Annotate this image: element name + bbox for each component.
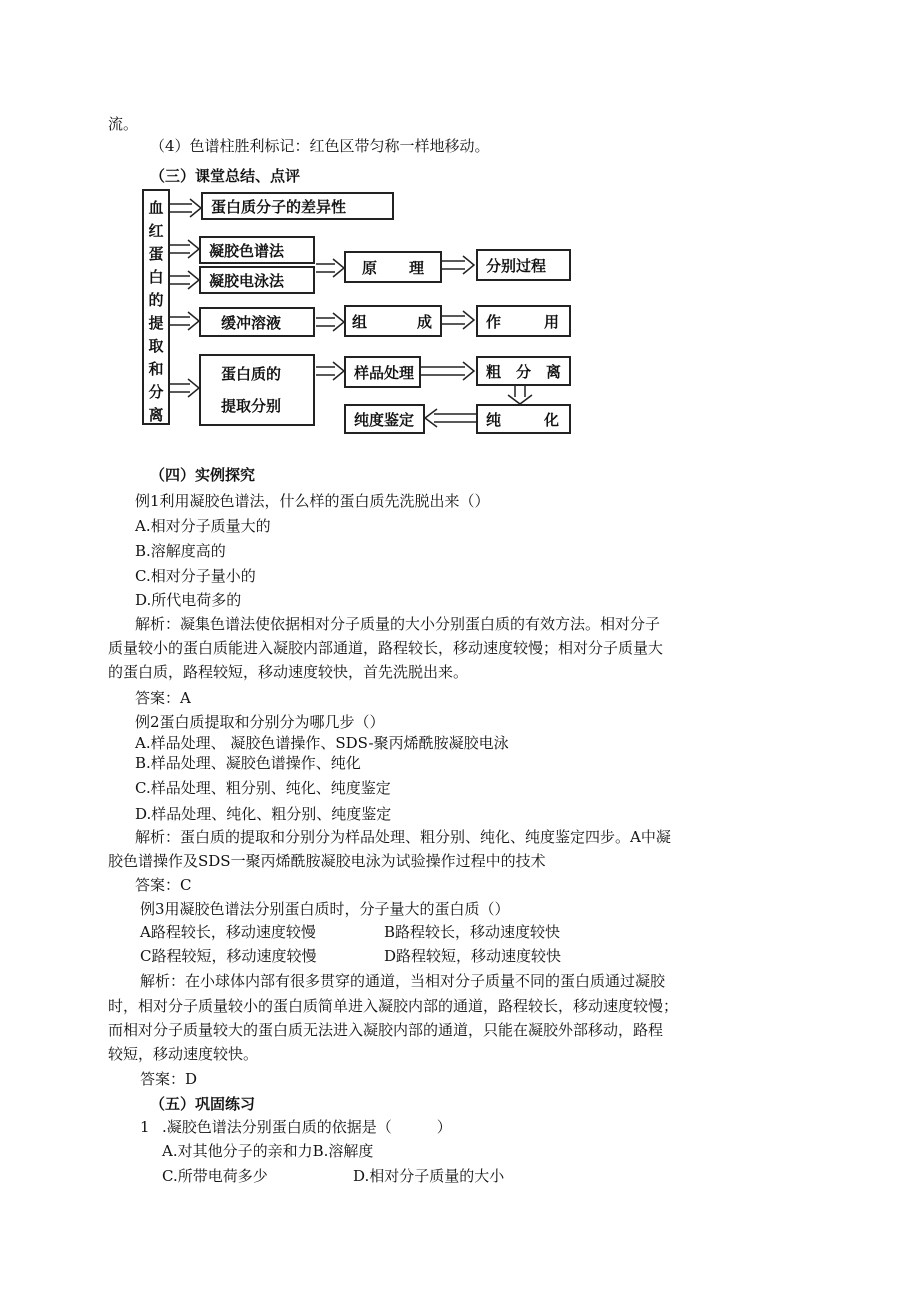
ex1-option-c: C.相对分子量小的 <box>135 567 256 585</box>
main-label-char: 白 <box>148 268 164 286</box>
main-label-char: 离 <box>148 406 164 424</box>
box-sample-processing <box>344 356 421 388</box>
arrow-method-principle <box>316 259 344 277</box>
main-label-char: 红 <box>148 222 164 240</box>
box-crude-separation-label-b: 分 <box>515 362 531 381</box>
ex1-explanation-1: 解析：凝集色谱法使依据相对分子质量的大小分别蛋白质的有效方法。相对分子 <box>135 615 661 633</box>
box-sample-processing-label: 样品处理 <box>354 363 415 382</box>
ex2-option-d: D.样品处理、纯化、粗分别、纯度鉴定 <box>135 805 392 823</box>
summary-heading: （三）课堂总结、点评 <box>150 167 301 185</box>
box-buffer-solution-label: 缓冲溶液 <box>221 313 282 332</box>
ex2-option-b: B.样品处理、凝胶色谱操作、纯化 <box>135 754 361 772</box>
arrow-purify-purity <box>425 409 476 427</box>
box-gel-electrophoresis <box>199 266 315 294</box>
box-purity-identification <box>344 404 425 434</box>
ex3-option-b: B路程较长，移动速度较快 <box>384 923 561 941</box>
box-protein-extraction-label-1: 蛋白质的 <box>221 365 282 383</box>
summary-diagram-arrows <box>0 0 920 460</box>
arrow-sample-crude <box>421 362 474 380</box>
box-principle <box>344 251 442 283</box>
arrow-main-electro <box>170 271 199 289</box>
main-label-char: 分 <box>148 383 164 401</box>
practice-q1-option-d: D.相对分子质量的大小 <box>353 1167 505 1185</box>
intro-line-0: 流。 <box>108 115 139 133</box>
box-principle-label-a: 原 <box>362 258 378 277</box>
arrow-main-diff <box>170 199 201 217</box>
practice-q1-option-ab: A.对其他分子的亲和力B.溶解度 <box>162 1142 374 1160</box>
box-purification-label-b: 化 <box>543 410 559 429</box>
practice-q1-number: 1 <box>140 1118 150 1136</box>
box-crude-separation-label-a: 粗 <box>486 362 502 381</box>
box-purification-label-a: 纯 <box>486 410 502 429</box>
box-separation-process <box>476 249 571 281</box>
box-crude-separation-label-c: 离 <box>545 362 561 381</box>
box-buffer-solution <box>199 307 315 337</box>
ex2-question: 例2蛋白质提取和分别分为哪几步（） <box>135 713 385 731</box>
ex3-answer: 答案：D <box>140 1070 198 1088</box>
box-composition-label-b: 成 <box>416 312 432 331</box>
practice-q1: .凝胶色谱法分别蛋白质的依据是（ ） <box>162 1118 452 1136</box>
box-separation-process-label: 分别过程 <box>486 256 547 275</box>
main-label-char: 蛋 <box>148 245 164 263</box>
arrow-comp-func <box>442 311 474 329</box>
ex1-explanation-3: 的蛋白质，路程较短，移动速度较快，首先洗脱出来。 <box>108 663 469 681</box>
main-label-char: 和 <box>148 360 164 378</box>
summary-main-box <box>142 189 170 425</box>
ex3-explanation-2: 时，相对分子质量较小的蛋白质简单进入凝胶内部的通道，路程较长，移动速度较慢； <box>108 997 679 1015</box>
box-function-label-b: 用 <box>543 312 559 331</box>
box-composition <box>344 305 442 337</box>
arrow-main-protein <box>170 379 199 397</box>
ex2-answer: 答案：C <box>135 876 192 894</box>
arrow-buffer-comp <box>316 313 344 331</box>
box-principle-label-b: 理 <box>408 258 424 277</box>
main-label-char: 取 <box>148 337 164 355</box>
box-function-label-a: 作 <box>486 312 502 331</box>
examples-heading: （四）实例探究 <box>150 466 256 484</box>
box-protein-extraction-label-2: 提取分别 <box>221 397 282 415</box>
ex3-explanation-4: 较短，移动速度较快。 <box>108 1045 259 1063</box>
ex3-question: 例3用凝胶色谱法分别蛋白质时，分子量大的蛋白质（） <box>140 900 510 918</box>
box-gel-chromatography <box>199 236 315 264</box>
intro-line-1: （4）色谱柱胜利标记：红色区带匀称一样地移动。 <box>150 137 490 155</box>
ex3-option-c: C路程较短，移动速度较慢 <box>140 947 317 965</box>
ex3-explanation-1: 解析：在小球体内部有很多贯穿的通道，当相对分子质量不同的蛋白质通过凝胶 <box>140 972 666 990</box>
box-function <box>476 305 571 337</box>
box-gel-electrophoresis-label: 凝胶电泳法 <box>209 271 285 290</box>
ex2-explanation-1: 解析：蛋白质的提取和分别分为样品处理、粗分别、纯化、纯度鉴定四步。A中凝 <box>135 828 671 846</box>
ex3-option-a: A路程较长，移动速度较慢 <box>140 923 316 941</box>
practice-heading: （五）巩固练习 <box>150 1095 256 1113</box>
box-purification <box>476 404 571 434</box>
box-protein-difference-label: 蛋白质分子的差异性 <box>211 197 347 216</box>
ex1-question: 例1利用凝胶色谱法，什么样的蛋白质先洗脱出来（） <box>135 492 490 510</box>
ex3-explanation-3: 而相对分子质量较大的蛋白质无法进入凝胶内部的通道，只能在凝胶外部移动，路程 <box>108 1021 664 1039</box>
main-label-char: 血 <box>148 199 164 217</box>
arrow-main-gel <box>170 240 199 258</box>
main-label-char: 提 <box>148 314 164 332</box>
box-protein-difference <box>201 192 394 220</box>
arrow-protein-sample <box>316 362 344 380</box>
main-label-char: 的 <box>148 291 164 309</box>
arrow-main-buffer <box>170 312 199 330</box>
ex2-option-a: A.样品处理、 凝胶色谱操作、SDS-聚丙烯酰胺凝胶电泳 <box>135 734 509 752</box>
ex1-explanation-2: 质量较小的蛋白质能进入凝胶内部通道，路程较长，移动速度较慢；相对分子质量大 <box>108 639 664 657</box>
ex1-answer: 答案：A <box>135 689 191 707</box>
arrow-crude-purify <box>508 386 532 404</box>
ex2-option-c: C.样品处理、粗分别、纯化、纯度鉴定 <box>135 779 391 797</box>
box-composition-label-a: 组 <box>352 312 368 331</box>
ex3-option-d: D路程较短，移动速度较快 <box>384 947 562 965</box>
arrow-principle-process <box>442 256 474 274</box>
ex1-option-a: A.相对分子质量大的 <box>135 517 271 535</box>
box-gel-chromatography-label: 凝胶色谱法 <box>209 241 285 260</box>
box-crude-separation <box>476 356 571 386</box>
ex2-explanation-2: 胶色谱操作及SDS一聚丙烯酰胺凝胶电泳为试验操作过程中的技术 <box>108 852 546 870</box>
practice-q1-option-c: C.所带电荷多少 <box>162 1167 268 1185</box>
ex1-option-d: D.所代电荷多的 <box>135 591 242 609</box>
ex1-option-b: B.溶解度高的 <box>135 542 226 560</box>
box-protein-extraction <box>199 354 315 426</box>
box-purity-identification-label: 纯度鉴定 <box>354 410 415 429</box>
